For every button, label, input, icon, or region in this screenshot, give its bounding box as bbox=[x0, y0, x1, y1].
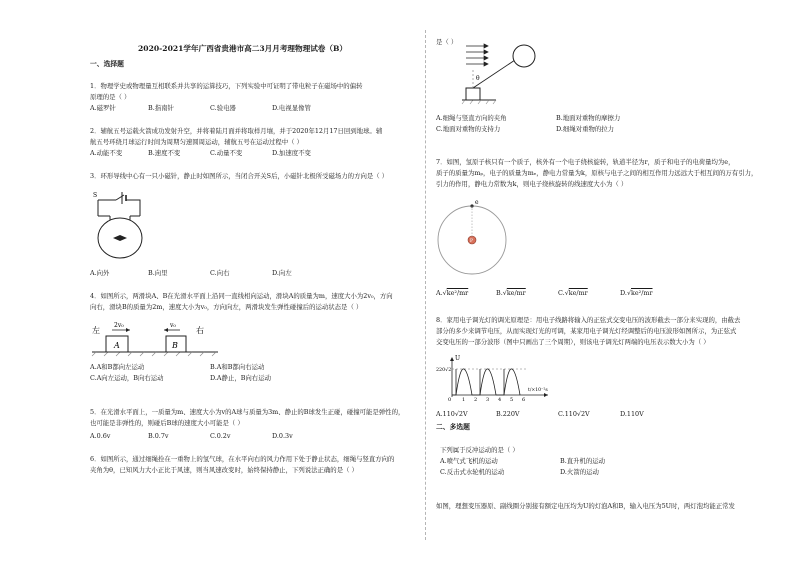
q2-option-a: A.动能不变 bbox=[90, 149, 123, 157]
q8-tick-2: 2 bbox=[474, 397, 478, 403]
q7-option-a-radicand: ke²/mr bbox=[446, 289, 469, 297]
section-heading-multi: 二、多选题 bbox=[436, 423, 470, 431]
q7-proton-label: P bbox=[470, 239, 473, 244]
q6-line2: 夹角为θ，已知风力大小正比于风速，则当风速改变时，始终保持静止，下列说法正确的是（ ） bbox=[90, 466, 358, 474]
q2-option-d: D.加速度不变 bbox=[272, 149, 311, 157]
q8-option-d: D.110V bbox=[620, 410, 644, 418]
q8-option-b: B.220V bbox=[496, 410, 520, 418]
q4-option-b: B.A和B都向右运动 bbox=[210, 363, 265, 371]
q6-balloon-figure bbox=[462, 42, 542, 106]
q3-option-a: A.向外 bbox=[90, 269, 110, 277]
q9-option-d: D.火箭的运动 bbox=[560, 468, 599, 476]
q8-peak-label: 220√2 bbox=[436, 368, 452, 373]
q7-line1: 7．如图，氢原子核只有一个质子，核外有一个电子绕核旋转，轨道半径为r，质子和电子的电荷量均为e， bbox=[436, 158, 735, 166]
q6-option-c: C.地面对重物的支持力 bbox=[436, 125, 501, 133]
q8-line3: 交变电压的一部分波形（图中只画出了三个周期），则该电子调光灯两端的电压表示数大小为（ ） bbox=[436, 338, 710, 346]
q1-option-a: A.磁罗针 bbox=[90, 104, 116, 112]
q8-line1: 8．家用电子调光灯的调光原理是：用电子线路将输入的正弦式交变电压的波形截去一部分来实现的，由截去 bbox=[436, 316, 741, 324]
q4-line1: 4．如图所示，两滑块A、B在光滑水平面上沿同一直线相向运动，滑块A的质量为m，速度大小为2v₀，方向 bbox=[90, 292, 393, 300]
q7-option-b-letter: B. bbox=[496, 289, 503, 297]
column-divider bbox=[425, 30, 426, 540]
q7-electron-label: e bbox=[475, 199, 479, 206]
q4-line2: 向右，滑块B的质量为2m，速度大小为v₀，方向向左，两滑块发生弹性碰撞后的运动状态是（ ） bbox=[90, 303, 363, 311]
q7-option-b-radicand: ke/mr bbox=[506, 289, 526, 297]
q3-line1: 3．环形导线中心有一只小磁针，静止时如图所示，当闭合开关S后，小磁针北极所受磁场力的方向是（ ） bbox=[90, 172, 389, 180]
q2-option-b: B.速度不变 bbox=[148, 149, 181, 157]
q1-line1: 1．物理学史或物理量互相联系并共享的运算技巧，下列实验中可证明了带电粒子在磁场中的偏转 bbox=[90, 82, 363, 90]
q8-voltage-waveform-figure bbox=[436, 355, 554, 401]
q6-option-d: D.细绳对重物的拉力 bbox=[556, 125, 615, 133]
q5-line2: 也可能是非弹性的，则碰后B球的速度大小可能是（ ） bbox=[90, 419, 244, 427]
q7-option-d-letter: D. bbox=[620, 289, 627, 297]
q3-option-b: B.向里 bbox=[148, 269, 168, 277]
q4-option-c: C.A向左运动，B向右运动 bbox=[90, 374, 164, 382]
q6-option-a: A.细绳与竖直方向的夹角 bbox=[436, 114, 507, 122]
q1-option-b: B.指南针 bbox=[148, 104, 174, 112]
q7-option-c-letter: C. bbox=[558, 289, 565, 297]
q6-continued-line: 是（ ） bbox=[436, 38, 458, 46]
q8-option-c: C.110√2V bbox=[558, 410, 590, 418]
q4-velocity-b-label: v₀ bbox=[170, 322, 176, 329]
q5-option-b: B.0.7v bbox=[148, 432, 169, 440]
q6-line1: 6．如图所示，通过细绳拴在一重物上的氢气球，在水平向右的风力作用下处于静止状态，细绳与竖直方向的 bbox=[90, 455, 395, 463]
q10-line1: 如图，理想变压器原、副线圈分别接有额定电压均为U的灯泡A和B，输入电压为5U时，两灯泡均能正常发 bbox=[436, 502, 735, 510]
q7-option-a: A.√ke²/mr bbox=[436, 289, 469, 297]
q1-line2: 原理的是（ ） bbox=[90, 93, 131, 101]
q4-velocity-a-label: 2v₀ bbox=[114, 322, 124, 329]
q6-theta-label: θ bbox=[476, 75, 480, 82]
q1-option-d: D.电视显像管 bbox=[272, 104, 311, 112]
q8-option-a: A.110√2V bbox=[436, 410, 468, 418]
q8-origin-label: 0 bbox=[448, 397, 452, 403]
q8-tick-4: 4 bbox=[498, 397, 502, 403]
q5-option-a: A.0.6v bbox=[90, 432, 111, 440]
q4-block-a-label: A bbox=[114, 341, 120, 350]
q7-line2: 质子的质量为mₚ，电子的质量为mₑ，静电力常量为k，原核与电子之间的相互作用力远远大于相互间的万有引力， bbox=[436, 169, 758, 177]
q5-option-c: C.0.2v bbox=[210, 432, 231, 440]
q7-option-c-radicand: ke/mr bbox=[568, 289, 588, 297]
q7-line3: 引力的作用，静电力常数为k，则电子绕核旋转的线速度大小为（ ） bbox=[436, 180, 628, 188]
q8-u-axis-label: U bbox=[455, 355, 461, 362]
q7-option-b: B.√ke/mr bbox=[496, 289, 526, 297]
q3-option-d: D.向左 bbox=[272, 269, 292, 277]
exam-title: 2020-2021学年广西省贵港市高二3月月考理物理试卷（B） bbox=[138, 44, 347, 53]
q8-tick-1: 1 bbox=[462, 397, 466, 403]
q4-option-a: A.A和B都向左运动 bbox=[90, 363, 145, 371]
q8-t-axis-label: t/×10⁻²s bbox=[528, 388, 548, 393]
q8-tick-3: 3 bbox=[486, 397, 490, 403]
q4-left-label: 左 bbox=[92, 326, 100, 335]
q2-option-c: C.动量不变 bbox=[210, 149, 243, 157]
q9-line1: 下列属于反冲运动的是（ ） bbox=[440, 446, 519, 454]
q7-hydrogen-atom-figure bbox=[436, 196, 512, 278]
q9-option-a: A.喷气式飞机的运动 bbox=[440, 457, 498, 465]
q9-option-c: C.反击式水轮机的运动 bbox=[440, 468, 505, 476]
q8-tick-5: 5 bbox=[510, 397, 514, 403]
q8-tick-6: 6 bbox=[522, 397, 526, 403]
q4-block-b-label: B bbox=[172, 341, 178, 350]
q4-option-d: D.A静止，B向右运动 bbox=[210, 374, 271, 382]
q2-line1: 2．辅航五号运载火箭成功发射升空，并将着陆月面并将取样月壤，并于2020年12月17日回到地球。辅 bbox=[90, 127, 383, 135]
q2-line2: 航五号环绕月球运行时间为周期匀速圆周运动，辅航五号在运动过程中（ ） bbox=[90, 138, 303, 146]
q8-line2: 部分的多少来调节电压，从而实现灯光的可调，某家用电子调光灯经调整后的电压波形如图所示，为正弦式 bbox=[436, 327, 737, 335]
q4-right-label: 右 bbox=[196, 326, 204, 335]
q1-option-c: C.验电器 bbox=[210, 104, 236, 112]
q7-option-c: C.√ke/mr bbox=[558, 289, 588, 297]
q4-sliding-blocks-figure bbox=[92, 318, 222, 360]
q3-option-c: C.向右 bbox=[210, 269, 230, 277]
q3-ring-circuit-figure bbox=[92, 190, 152, 270]
section-heading-choice: 一、选择题 bbox=[90, 60, 124, 68]
q3-switch-label: S bbox=[93, 192, 98, 199]
q7-option-d: D.√ke²/mr bbox=[620, 289, 653, 297]
q7-option-d-radicand: ke²/mr bbox=[631, 289, 653, 297]
q6-option-b: B.地面对重物的摩擦力 bbox=[556, 114, 621, 122]
q9-option-b: B.直升机的运动 bbox=[560, 457, 606, 465]
q5-line1: 5．在光滑水平面上，一质量为m、速度大小为v的A球与质量为3m、静止的B球发生正碰，碰撞可能是弹性的， bbox=[90, 408, 405, 416]
q5-option-d: D.0.3v bbox=[272, 432, 293, 440]
q7-option-a-letter: A. bbox=[436, 289, 443, 297]
